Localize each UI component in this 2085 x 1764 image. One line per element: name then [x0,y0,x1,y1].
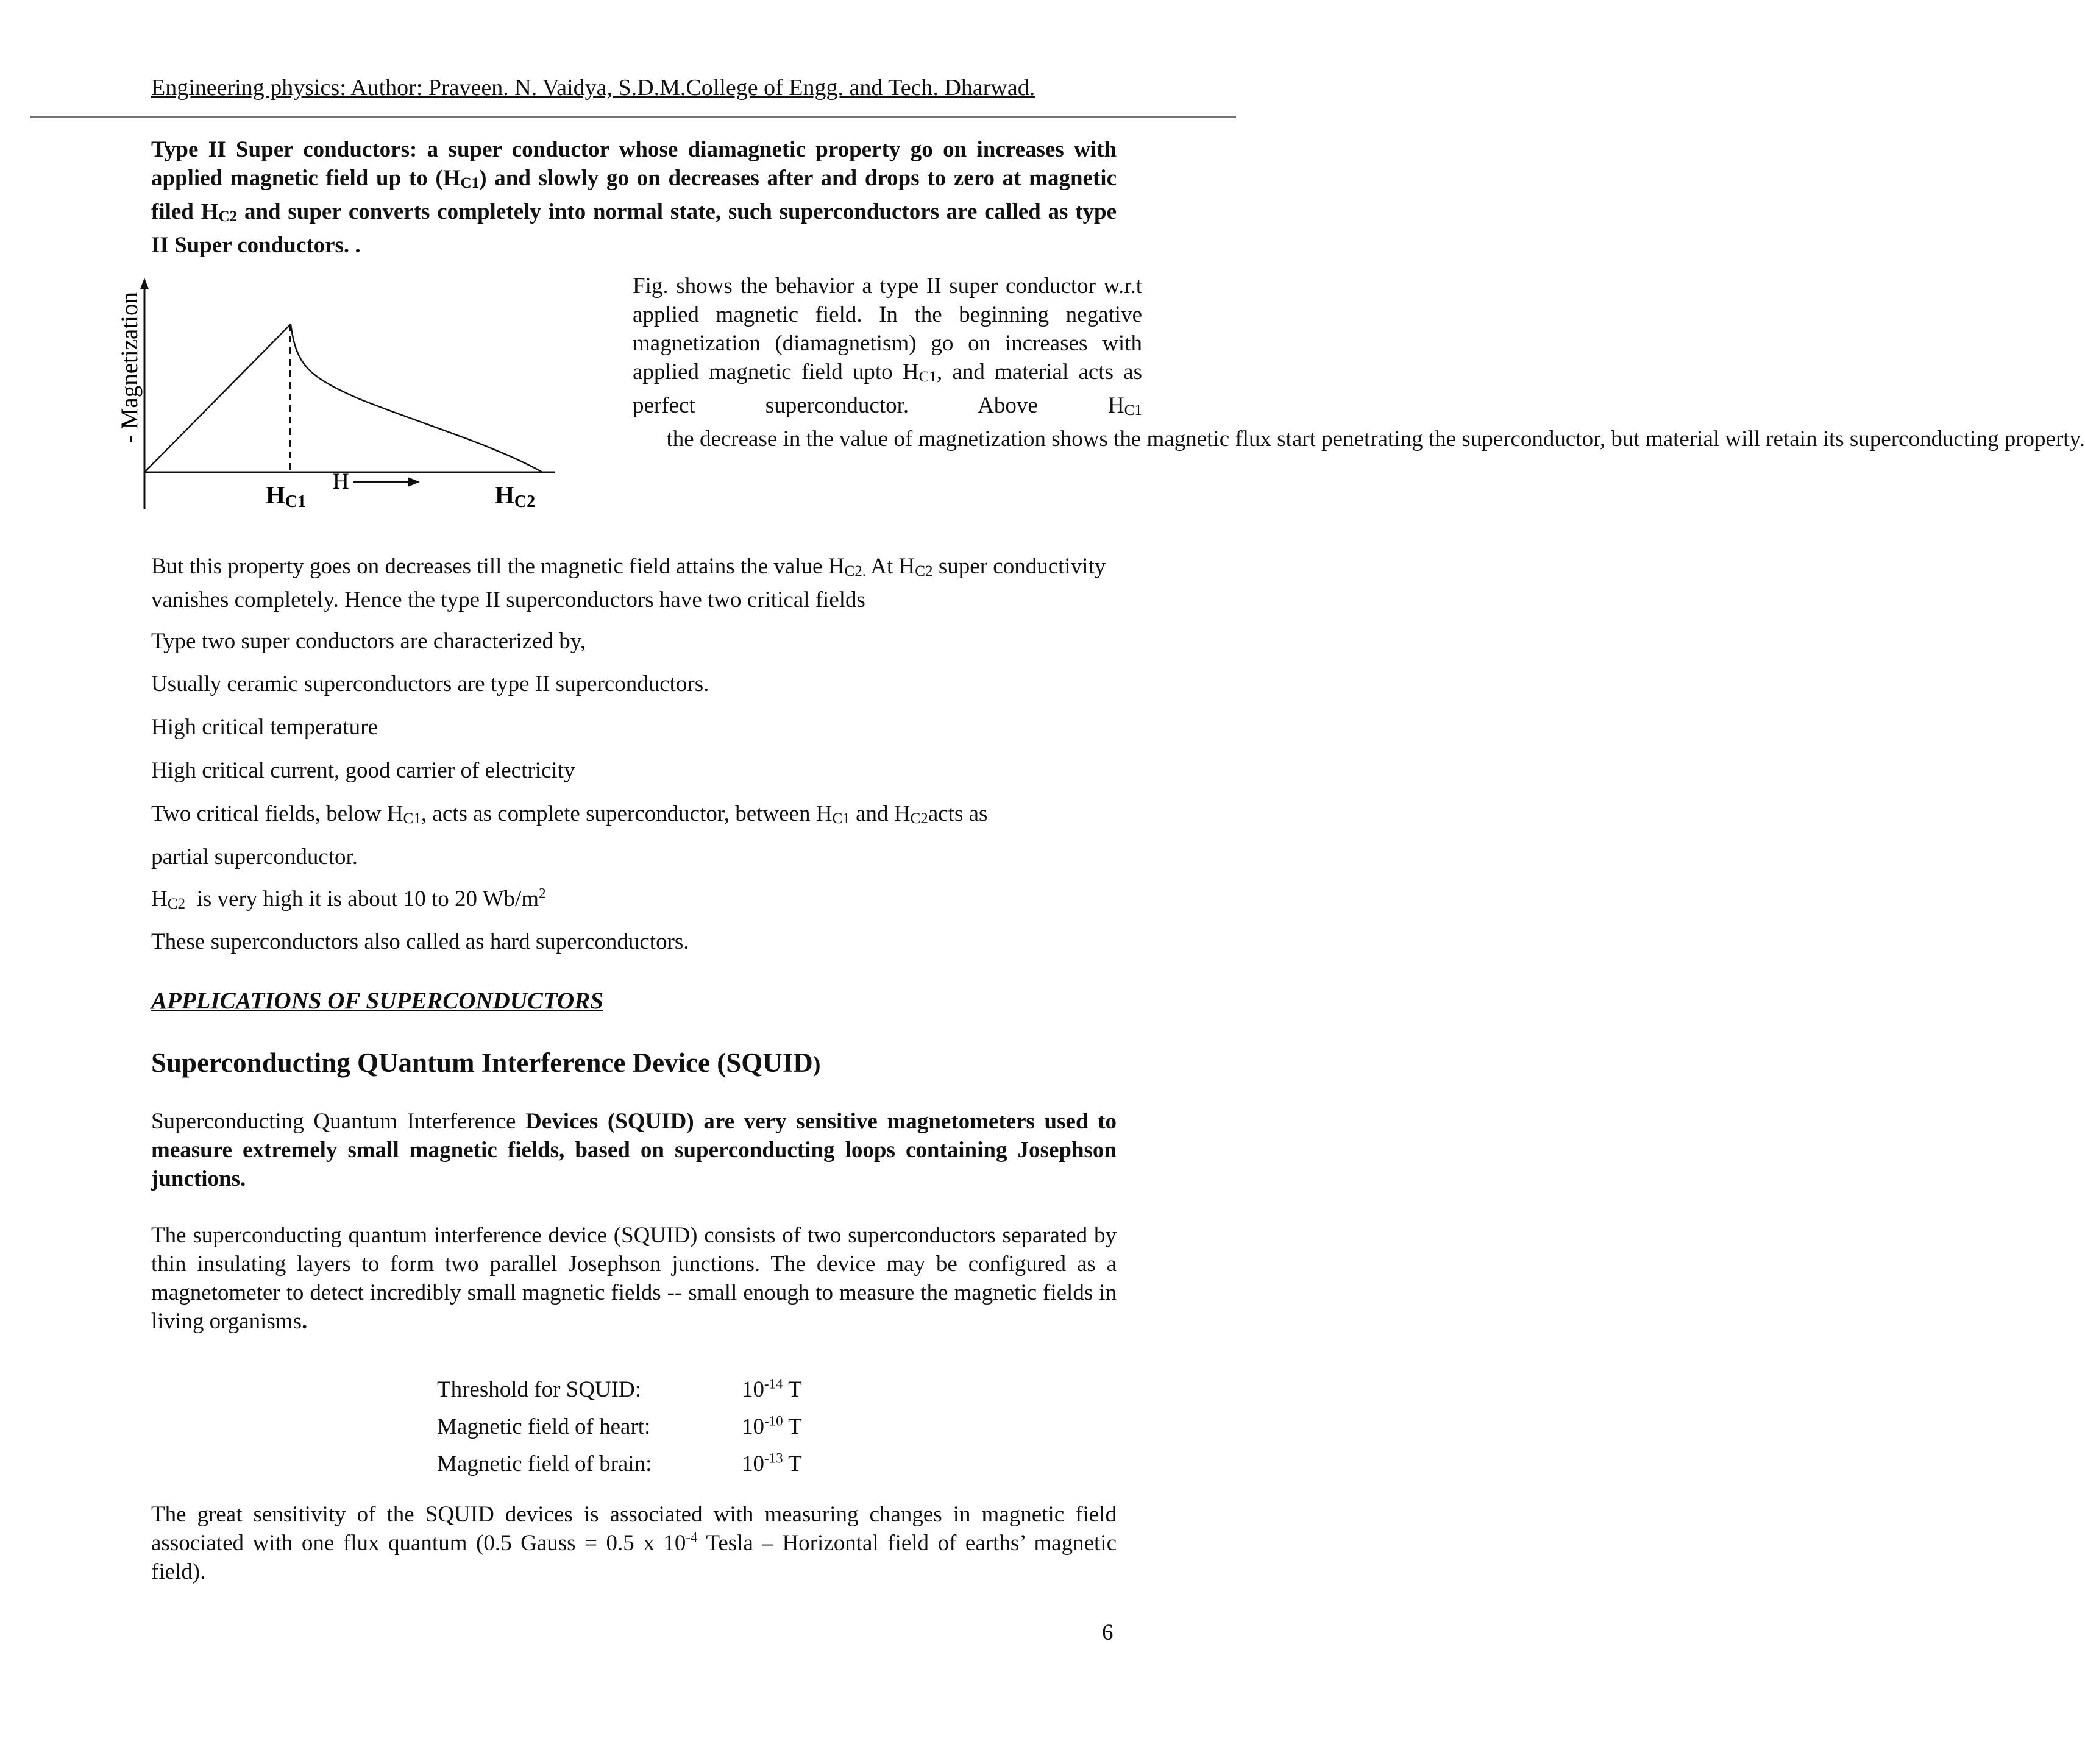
list-item: Two critical fields, below HC1, acts as complete superconductor, between HC1 and HC2acts as [151,801,988,827]
page-number: 6 [1102,1620,1114,1645]
h-axis-label: H [333,469,349,494]
type2-definition: Type II Super conductors: a super conductor whose diamagnetic property go on increases with applied magnetic field up to (HC1) and slowly go on decreases after and drops to zero at magnetic filed HC2 and super converts completely into normal state, such superconductors are called as type II Super conductors. . [151,137,1117,258]
list-item: High critical current, good carrier of electricity [151,758,575,783]
magnetization-figure [104,268,567,518]
y-axis-label: - Magnetization [116,292,143,443]
header-rule [30,116,1236,118]
y-axis-arrow-icon [140,278,149,289]
decay-curve [291,324,542,472]
hc2-label: HC2 [495,481,536,511]
critical-fields-paragraph: But this property goes on decreases till the magnetic field attains the value HC2. At HC2 super conductivity vanishes completely. Hence the type II superconductors have two critical fields [151,554,1106,612]
list-item: High critical temperature [151,715,378,740]
list-item-continued: partial superconductor. [151,845,358,870]
characteristics-intro: Type two super conductors are characterized by, [151,629,586,654]
table-row [437,1371,802,1408]
squid-definition: Superconducting Quantum Interference Devices (SQUID) are very sensitive magnetometers used to measure extremely small magnetic fields, based on superconducting loops containing Josephson junctions. [151,1109,1117,1191]
list-item: HC2 is very high it is about 10 to 20 $Wb/m^2$ [151,885,546,912]
threshold-label: Threshold for SQUID: [437,1377,642,1402]
threshold-value: $10^{-14}$ T [742,1376,802,1402]
threshold-label: Magnetic field of heart: [437,1414,651,1439]
threshold-table [437,1371,802,1482]
sensitivity-paragraph: The great sensitivity of the SQUID devices is associated with measuring changes in magnetic field associated with one flux quantum (0.5 Gauss = 0.5 x $10^{-4}$ Tesla – Horizontal field of earths’ magnetic field). [151,1502,1117,1584]
page-header: Engineering physics: Author: Praveen. N. Vaidya, S.D.M.College of Engg. and Tech. Dharwad. [151,75,1035,101]
threshold-value: $10^{-13}$ T [742,1450,802,1476]
threshold-value: $10^{-10}$ T [742,1413,802,1439]
list-item: These superconductors also called as hard superconductors. [151,929,689,954]
squid-description: The superconducting quantum interference device (SQUID) consists of two superconductors separated by thin insulating layers to form two parallel Josephson junctions. The device may be configured as a magnetometer to detect incredibly small magnetic fields -- small enough to measure the magnetic fields in living organisms. [151,1223,1117,1334]
applications-heading: APPLICATIONS OF SUPERCONDUCTORS [151,988,603,1014]
h-arrow-icon [408,477,420,487]
threshold-label: Magnetic field of brain: [437,1451,652,1476]
table-row [437,1445,802,1482]
figure-description: Fig. shows the behavior a type II super conductor w.r.t applied magnetic field. In the beginning negative magnetization (diamagnetism) go on increases with applied magnetic field upto HC1, and material acts as perfect superconductor. Above HC1 the decrease in the value of magnetization shows the magnetic flux start penetrating the superconductor, but material will retain its superconducting property. [633,274,2085,452]
hc1-label: HC1 [266,481,307,511]
list-item: Usually ceramic superconductors are type II superconductors. [151,671,709,696]
rising-line [144,324,291,472]
squid-heading: Superconducting QUantum Interference Device (SQUID) [151,1047,821,1078]
table-row [437,1408,802,1445]
